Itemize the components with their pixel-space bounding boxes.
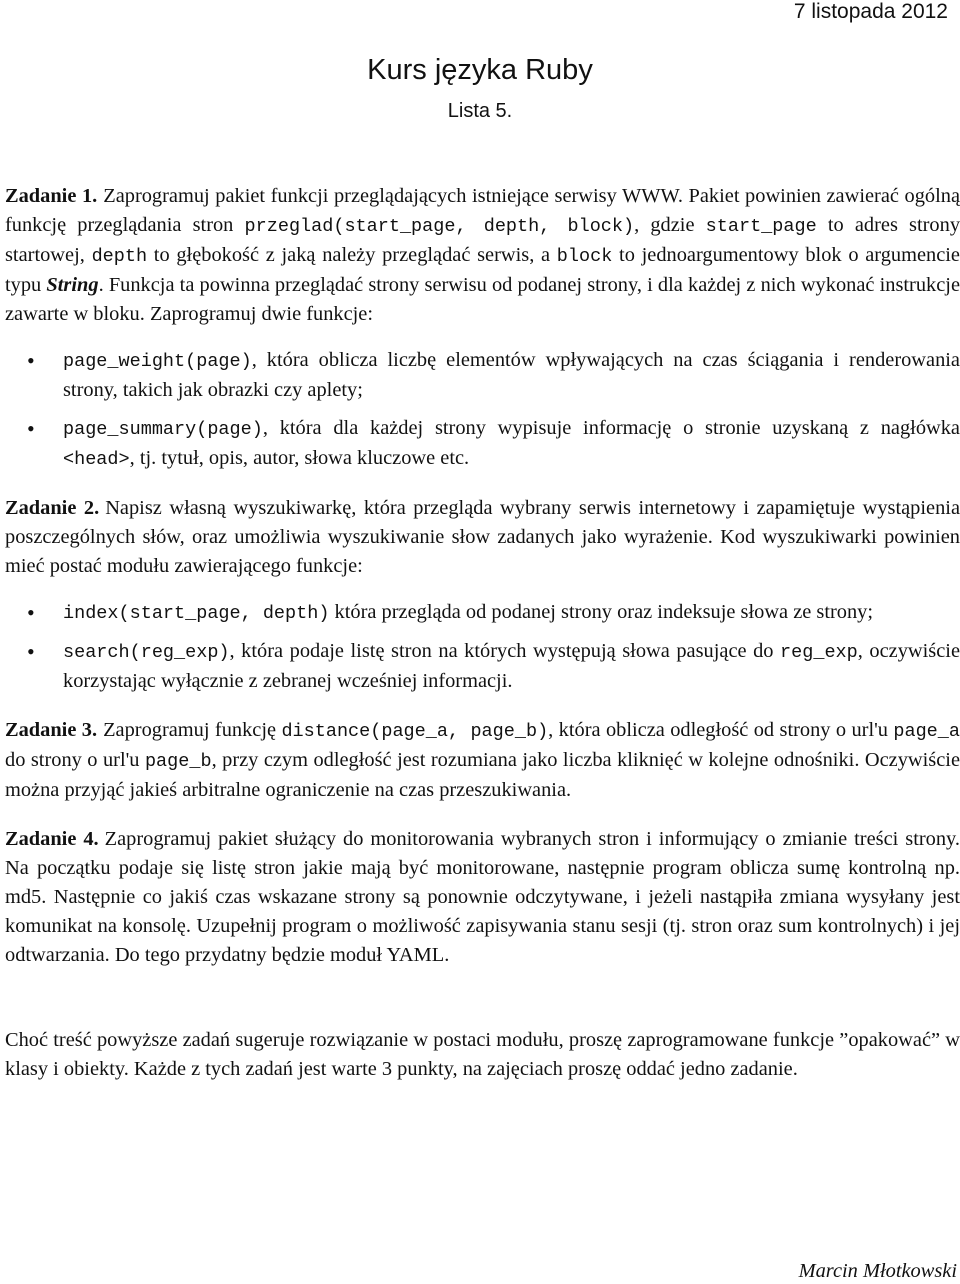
task-bullet-list xyxy=(5,598,960,696)
code-snippet: page_summary(page) xyxy=(63,419,263,440)
code-snippet: reg_exp xyxy=(780,642,858,663)
bullet-icon: • xyxy=(27,600,35,625)
text-run: Zaprogramuj funkcję xyxy=(103,719,282,741)
task-paragraph xyxy=(5,716,960,805)
text-run: , która dla każdej strony wypisuje informację o stronie uzyskaną z nagłówka xyxy=(262,417,960,439)
text-run: to adres strony startowej, xyxy=(5,214,960,266)
text-run: , przy czym odległość jest rozumiana jako liczba kliknięć w kolejne odnośniki. Oczywiście można przyjąć jakieś arbitralne ograniczenie na czas przeszukiwania. xyxy=(5,749,960,801)
text-run: , która oblicza liczbę elementów wpływających na czas ściągania i renderowania strony, takich jak obrazki czy aplety; xyxy=(63,349,960,401)
text-run: , która oblicza odległość od strony o url'u xyxy=(548,719,894,741)
task-label: Zadanie 3. xyxy=(5,719,98,741)
text-run: , która podaje listę stron na których występują słowa pasujące do xyxy=(229,640,781,662)
type-name: String xyxy=(46,274,99,296)
code-snippet: page_weight(page) xyxy=(63,351,252,372)
list-item xyxy=(5,598,960,628)
text-run: Napisz własną wyszukiwarkę, która przegląda wybrany serwis internetowy i zapamiętuje wystąpienia poszczególnych słów, oraz umożliwia wyszukiwanie słow zadanych jako wyrażenie. Kod wyszukiwarki powinien mieć postać modułu zawierającego funkcje: xyxy=(5,497,960,577)
code-snippet: distance(page_a, page_b) xyxy=(281,721,549,742)
task-paragraph xyxy=(5,825,960,970)
code-snippet: <head> xyxy=(63,449,130,470)
list-item xyxy=(5,414,960,474)
code-snippet: depth xyxy=(91,246,148,267)
text-run: , oczywiście korzystając wyłącznie z zebranej wcześniej informacji. xyxy=(63,640,960,692)
text-run: Zaprogramuj pakiet funkcji przeglądających istniejące serwisy WWW. Pakiet powinien zawierać ogólną funkcję przeglądania stron xyxy=(5,185,960,236)
text-run: która przegląda od podanej strony oraz indeksuje słowa ze strony; xyxy=(329,601,874,623)
list-item xyxy=(5,637,960,696)
task-label: Zadanie 4. xyxy=(5,828,99,850)
text-run: do strony o url'u xyxy=(5,749,145,771)
task-paragraph xyxy=(5,494,960,581)
list-item xyxy=(5,346,960,405)
task-section xyxy=(5,494,960,696)
task-label: Zadanie 2. xyxy=(5,497,100,519)
document-subtitle: Lista 5. xyxy=(447,100,513,122)
task-section xyxy=(5,825,960,970)
task-label: Zadanie 1. xyxy=(5,185,98,207)
text-run: to jednoargumentowy blok o argumencie typu xyxy=(5,244,960,296)
code-snippet: przeglad(start_page, depth, block) xyxy=(244,216,635,237)
document-date: 7 listopada 2012 xyxy=(793,0,948,23)
document-title: Kurs języka Ruby xyxy=(367,54,593,86)
bullet-icon: • xyxy=(27,639,35,664)
bullet-icon: • xyxy=(27,348,35,373)
task-section xyxy=(5,716,960,805)
code-snippet: block xyxy=(556,246,613,267)
tasks-container xyxy=(5,182,960,1084)
task-section xyxy=(5,182,960,474)
text-run: . Funkcja ta powinna przeglądać strony serwisu od podanej strony, i dla każdej z nich wykonać instrukcje zawarte w bloku. Zaprogramuj dwie funkcje: xyxy=(5,274,960,325)
text-run: to głębokość z jaką należy przeglądać serwis, a xyxy=(147,244,557,266)
code-snippet: page_b xyxy=(144,751,212,772)
code-snippet: page_a xyxy=(893,721,960,742)
closing-note: Choć treść powyższe zadań sugeruje rozwiązanie w postaci modułu, proszę zaprogramowane funkcje ”opakować” w klasy i obiekty. Każde z tych zadań jest warte 3 punkty, na zajęciach proszę oddać jedno zadanie. xyxy=(5,1029,960,1080)
task-paragraph xyxy=(5,182,960,329)
text-run: Zaprogramuj pakiet służący do monitorowania wybranych stron i informujący o zmianie treści strony. Na początku podaje się listę stron jakie mają być monitorowane, następnie program oblicza sumę kontrolną np. md5. Następnie co jakiś czas wskazane strony są ponownie odczytywane, i jeżeli nastąpiła zmiana wysyłany jest komunikat na konsolę. Uzupełnij program o możliwość zapisywania stanu sesji (tj. stron oraz sum kontrolnych) i jej odtwarzania. Do tego przydatny będzie moduł YAML. xyxy=(5,828,960,966)
text-run: , gdzie xyxy=(634,214,706,236)
text-run: , tj. tytuł, opis, autor, słowa kluczowe etc. xyxy=(129,447,470,469)
task-bullet-list xyxy=(5,346,960,474)
code-snippet: start_page xyxy=(705,216,817,237)
code-snippet: index(start_page, depth) xyxy=(63,603,330,624)
code-snippet: search(reg_exp) xyxy=(63,642,230,663)
author-signature: Marcin Młotkowski xyxy=(798,1260,957,1282)
bullet-icon: • xyxy=(27,416,35,441)
